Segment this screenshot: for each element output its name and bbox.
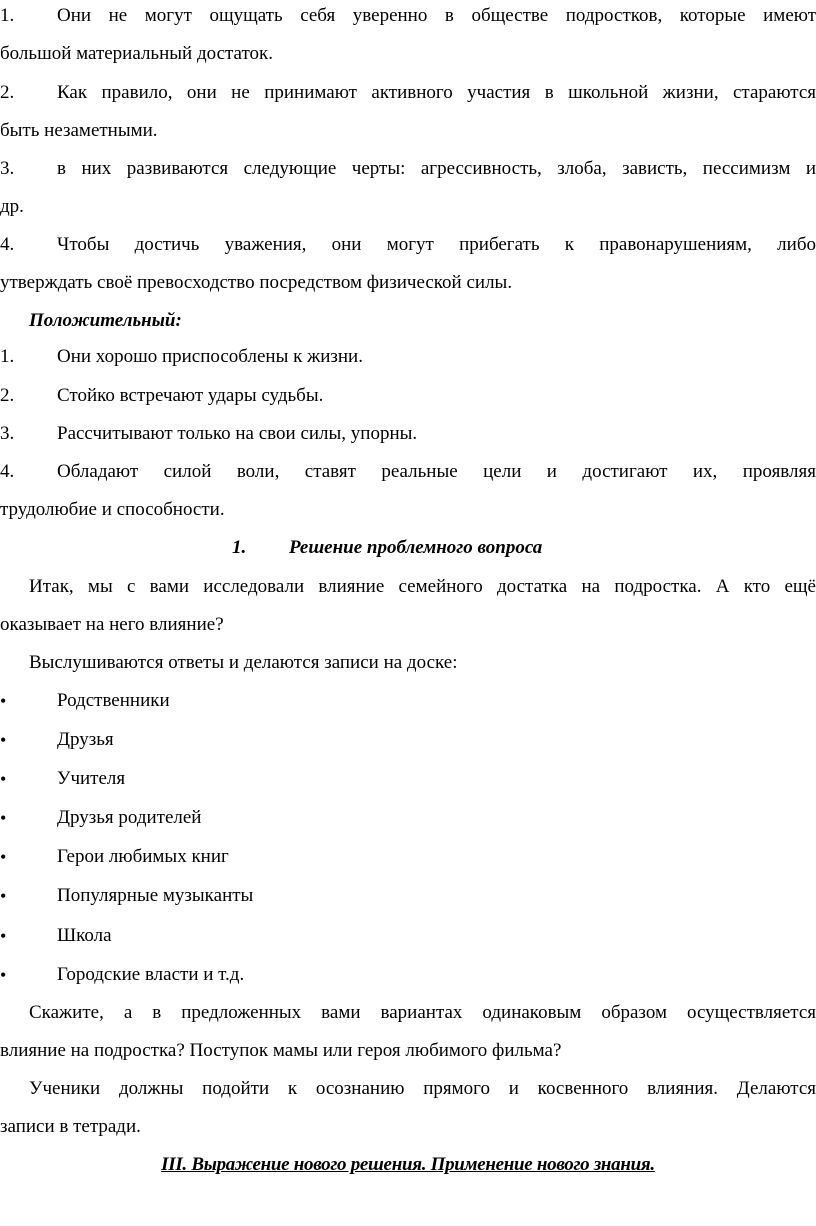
list-number: 2. <box>0 385 15 406</box>
bullet-icon: • <box>0 769 7 789</box>
list-number: 3. <box>0 158 15 179</box>
paragraph-line: влияние на подростка? Поступок мамы или героя любимого фильма? <box>0 1040 562 1061</box>
list-text: Они не могут ощущать себя уверенно в обществе подростков, которые имеют <box>57 5 816 26</box>
list-number: 1. <box>0 5 15 26</box>
paragraph-line: Ученики должны подойти к осознанию прямого и косвенного влияния. Делаются <box>29 1078 816 1099</box>
list-number: 3. <box>0 423 15 444</box>
bullet-text: Городские власти и т.д. <box>57 964 245 985</box>
paragraph-line: Скажите, а в предложенных вами вариантах одинаковым образом осуществляется <box>29 1002 816 1023</box>
bullet-icon: • <box>0 886 7 906</box>
list-number: 4. <box>0 461 15 482</box>
bullet-icon: • <box>0 730 7 750</box>
list-number: 4. <box>0 234 15 255</box>
paragraph-line: записи в тетради. <box>0 1116 141 1137</box>
bullet-icon: • <box>0 691 7 711</box>
bullet-text: Родственники <box>57 690 170 711</box>
paragraph-line: оказывает на него влияние? <box>0 614 224 635</box>
list-item-continuation: трудолюбие и способности. <box>0 499 225 520</box>
paragraph-line: Итак, мы с вами исследовали влияние семейного достатка на подростка. А кто ещё <box>29 576 816 597</box>
bullet-text: Популярные музыканты <box>57 885 254 906</box>
final-heading: III. Выражение нового решения. Применение нового знания. <box>161 1154 655 1175</box>
positive-heading: Положительный: <box>29 310 182 331</box>
bullet-icon: • <box>0 926 7 946</box>
bullet-text: Друзья <box>57 729 114 750</box>
list-text: Они хорошо приспособлены к жизни. <box>57 346 363 367</box>
section-heading-number: 1. <box>232 537 247 558</box>
bullet-text: Герои любимых книг <box>57 846 229 867</box>
bullet-text: Друзья родителей <box>57 807 202 828</box>
bullet-text: Школа <box>57 925 112 946</box>
list-item-continuation: утверждать своё превосходство посредством физической силы. <box>0 272 513 293</box>
list-number: 1. <box>0 346 15 367</box>
list-item-continuation: др. <box>0 196 24 217</box>
bullet-text: Учителя <box>57 768 126 789</box>
list-item-continuation: большой материальный достаток. <box>0 43 274 64</box>
list-text: Чтобы достичь уважения, они могут прибегать к правонарушениям, либо <box>57 234 816 255</box>
list-text: Обладают силой воли, ставят реальные цели и достигают их, проявляя <box>57 461 816 482</box>
list-text: Стойко встречают удары судьбы. <box>57 385 324 406</box>
section-heading-title: Решение проблемного вопроса <box>289 537 543 558</box>
paragraph-line: Выслушиваются ответы и делаются записи на доске: <box>29 652 458 673</box>
list-item-continuation: быть незаметными. <box>0 120 158 141</box>
list-text: Рассчитывают только на свои силы, упорны. <box>57 423 418 444</box>
bullet-icon: • <box>0 847 7 867</box>
list-text: Как правило, они не принимают активного участия в школьной жизни, стараются <box>57 82 816 103</box>
list-number: 2. <box>0 82 15 103</box>
list-text: в них развиваются следующие черты: агрессивность, злоба, зависть, пессимизм и <box>57 158 816 179</box>
bullet-icon: • <box>0 808 7 828</box>
bullet-icon: • <box>0 965 7 985</box>
